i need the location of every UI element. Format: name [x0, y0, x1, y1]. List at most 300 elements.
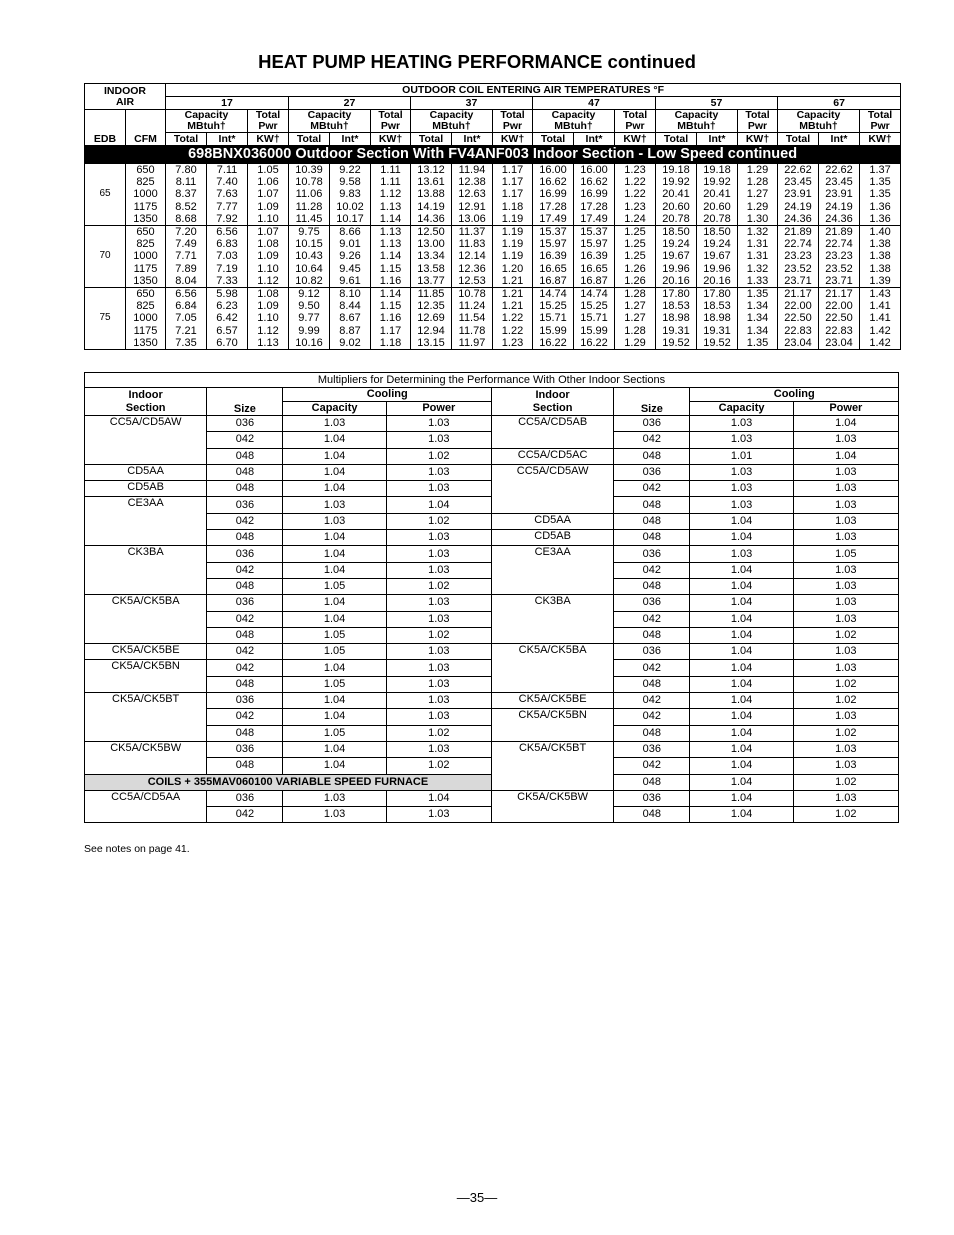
- indoor-section-cell: CD5AA: [85, 464, 207, 480]
- capacity-cell: 1.04: [690, 709, 793, 725]
- capacity-cell: 1.04: [283, 432, 386, 448]
- power-cell: 1.03: [793, 644, 898, 660]
- size-cell: 048: [207, 464, 283, 480]
- power-cell: 1.03: [793, 481, 898, 497]
- indoor-section-cell: CK5A/CK5BW: [85, 741, 207, 774]
- power-cell: 1.03: [793, 497, 898, 513]
- capacity-cell: 1.05: [283, 578, 386, 594]
- heating-performance-table: [84, 83, 901, 350]
- capacity-cell: 1.04: [690, 513, 793, 529]
- size-cell: 048: [614, 578, 690, 594]
- total-header: Total: [656, 133, 697, 146]
- performance-cell: 8.66 9.01 9.26 9.45 9.61: [330, 226, 371, 288]
- int-header: Int*: [330, 133, 371, 146]
- total-pwr-header: Total Pwr: [371, 110, 411, 133]
- capacity-cell: 1.05: [283, 676, 386, 692]
- indoor-section-cell: CE3AA: [491, 546, 613, 595]
- int-header: Int*: [819, 133, 860, 146]
- total-pwr-header: Total Pwr: [738, 110, 778, 133]
- performance-cell: 11.94 12.38 12.63 12.91 13.06: [452, 164, 493, 226]
- power-cell: 1.03: [793, 530, 898, 546]
- capacity-cell: 1.03: [283, 497, 386, 513]
- capacity-cell: 1.03: [283, 807, 386, 823]
- performance-cell: 8.10 8.44 8.67 8.87 9.02: [330, 288, 371, 350]
- capacity-header: Capacity: [283, 402, 386, 416]
- edb-cell: 65: [85, 164, 126, 226]
- power-cell: 1.03: [386, 432, 491, 448]
- indoor-section-cell: CK5A/CK5BW: [491, 790, 613, 823]
- multiplier-row: [85, 464, 899, 480]
- power-cell: 1.02: [793, 676, 898, 692]
- capacity-cell: 1.04: [690, 627, 793, 643]
- size-header: Size: [207, 388, 283, 416]
- power-cell: 1.03: [793, 758, 898, 774]
- capacity-cell: 1.04: [283, 741, 386, 757]
- size-cell: 036: [207, 595, 283, 611]
- multipliers-table: [84, 372, 899, 823]
- capacity-cell: 1.04: [283, 693, 386, 709]
- capacity-cell: 1.05: [283, 627, 386, 643]
- temp-header: 17: [166, 97, 289, 110]
- power-cell: 1.02: [793, 627, 898, 643]
- performance-cell: 1.08 1.09 1.10 1.12 1.13: [248, 288, 289, 350]
- kw-header: KW†: [860, 133, 901, 146]
- capacity-cell: 1.03: [283, 790, 386, 806]
- power-cell: 1.02: [386, 448, 491, 464]
- capacity-cell: 1.03: [283, 416, 386, 432]
- power-cell: 1.03: [386, 464, 491, 480]
- capacity-header: Capacity MBtuh†: [289, 110, 371, 133]
- performance-cell: 10.78 11.24 11.54 11.78 11.97: [452, 288, 493, 350]
- size-cell: 036: [614, 546, 690, 562]
- performance-cell: 21.89 22.74 23.23 23.52 23.71: [778, 226, 819, 288]
- capacity-header: Capacity MBtuh†: [411, 110, 493, 133]
- indoor-section-cell: CK3BA: [85, 546, 207, 595]
- size-cell: 048: [207, 448, 283, 464]
- multipliers-header-row: [85, 388, 899, 402]
- capacity-cell: 1.03: [690, 464, 793, 480]
- power-cell: 1.03: [793, 660, 898, 676]
- size-cell: 048: [614, 774, 690, 790]
- power-cell: 1.03: [386, 530, 491, 546]
- capacity-cell: 1.01: [690, 448, 793, 464]
- capacity-cell: 1.03: [283, 513, 386, 529]
- kw-header: KW†: [371, 133, 411, 146]
- power-cell: 1.03: [793, 741, 898, 757]
- size-cell: 036: [614, 644, 690, 660]
- capacity-cell: 1.04: [283, 448, 386, 464]
- power-cell: 1.02: [386, 758, 491, 774]
- power-cell: 1.02: [386, 578, 491, 594]
- total-header: Total: [411, 133, 452, 146]
- performance-cell: 1.19 1.19 1.19 1.20 1.21: [493, 226, 533, 288]
- power-cell: 1.02: [793, 693, 898, 709]
- indoor-section-cell: CK5A/CK5BT: [85, 693, 207, 742]
- temp-header: 57: [656, 97, 778, 110]
- section-title-band: 698BNX036000 Outdoor Section With FV4ANF003 Indoor Section - Low Speed continued: [85, 146, 901, 164]
- power-cell: 1.03: [793, 709, 898, 725]
- size-cell: 048: [207, 578, 283, 594]
- cooling-header: Cooling: [690, 388, 899, 402]
- power-cell: 1.03: [793, 513, 898, 529]
- power-cell: 1.03: [386, 741, 491, 757]
- total-pwr-header: Total Pwr: [615, 110, 656, 133]
- total-header: Total: [778, 133, 819, 146]
- performance-cell: 1.21 1.21 1.22 1.22 1.23: [493, 288, 533, 350]
- multiplier-row: [85, 644, 899, 660]
- capacity-header: Capacity MBtuh†: [166, 110, 248, 133]
- indoor-section-cell: CK5A/CK5BA: [491, 644, 613, 693]
- performance-cell: 22.62 23.45 23.91 24.19 24.36: [819, 164, 860, 226]
- performance-cell: 1.05 1.06 1.07 1.09 1.10: [248, 164, 289, 226]
- indoor-air-header: INDOOR AIR: [85, 84, 166, 110]
- performance-cell: 7.20 7.49 7.71 7.89 8.04: [166, 226, 207, 288]
- power-cell: 1.03: [386, 660, 491, 676]
- capacity-cell: 1.04: [283, 709, 386, 725]
- capacity-cell: 1.03: [690, 416, 793, 432]
- multiplier-row: [85, 448, 899, 464]
- performance-cell: 18.50 19.24 19.67 19.96 20.16: [656, 226, 697, 288]
- performance-cell: 14.74 15.25 15.71 15.99 16.22: [574, 288, 615, 350]
- total-header: Total: [166, 133, 207, 146]
- size-cell: 042: [207, 660, 283, 676]
- performance-cell: 21.17 22.00 22.50 22.83 23.04: [778, 288, 819, 350]
- size-cell: 036: [614, 741, 690, 757]
- size-cell: 042: [614, 709, 690, 725]
- size-cell: 048: [614, 725, 690, 741]
- performance-cell: 15.37 15.97 16.39 16.65 16.87: [533, 226, 574, 288]
- cooling-header: Cooling: [283, 388, 492, 402]
- size-cell: 036: [207, 790, 283, 806]
- power-cell: 1.03: [793, 562, 898, 578]
- capacity-cell: 1.04: [690, 611, 793, 627]
- size-cell: 042: [207, 611, 283, 627]
- performance-cell: 1.29 1.28 1.27 1.29 1.30: [738, 164, 778, 226]
- indoor-section-cell: CK5A/CK5BN: [85, 660, 207, 693]
- size-cell: 042: [614, 693, 690, 709]
- performance-cell: 12.50 13.00 13.34 13.58 13.77: [411, 226, 452, 288]
- size-cell: 048: [614, 627, 690, 643]
- capacity-cell: 1.04: [690, 741, 793, 757]
- size-cell: 042: [614, 758, 690, 774]
- indoor-section-header: Indoor Section: [491, 388, 613, 416]
- capacity-cell: 1.03: [690, 481, 793, 497]
- cfm-header: CFM: [126, 110, 166, 146]
- indoor-section-cell: CC5A/CD5AC: [491, 448, 613, 464]
- size-cell: 048: [207, 627, 283, 643]
- page-number: —35—: [456, 1190, 498, 1205]
- performance-cell: 6.56 6.83 7.03 7.19 7.33: [207, 226, 248, 288]
- capacity-cell: 1.04: [283, 611, 386, 627]
- power-cell: 1.05: [793, 546, 898, 562]
- total-pwr-header: Total Pwr: [860, 110, 901, 133]
- performance-cell: 1.40 1.38 1.38 1.38 1.39: [860, 226, 901, 288]
- size-cell: 042: [614, 432, 690, 448]
- power-cell: 1.03: [386, 807, 491, 823]
- total-header: Total: [289, 133, 330, 146]
- power-cell: 1.03: [793, 578, 898, 594]
- indoor-section-cell: CC5A/CD5AW: [85, 416, 207, 465]
- cfm-cell: 650 825 1000 1175 1350: [126, 164, 166, 226]
- capacity-cell: 1.04: [283, 595, 386, 611]
- power-cell: 1.03: [386, 481, 491, 497]
- size-cell: 042: [614, 481, 690, 497]
- capacity-cell: 1.04: [690, 774, 793, 790]
- performance-cell: 9.12 9.50 9.77 9.99 10.16: [289, 288, 330, 350]
- size-cell: 048: [207, 530, 283, 546]
- temp-header: 37: [411, 97, 533, 110]
- size-cell: 036: [207, 546, 283, 562]
- capacity-cell: 1.05: [283, 644, 386, 660]
- indoor-section-cell: CD5AA: [491, 513, 613, 529]
- indoor-section-cell: CC5A/CD5AW: [491, 464, 613, 513]
- power-cell: 1.02: [386, 513, 491, 529]
- performance-cell: 10.39 10.78 11.06 11.28 11.45: [289, 164, 330, 226]
- size-cell: 048: [614, 676, 690, 692]
- capacity-cell: 1.04: [283, 562, 386, 578]
- power-cell: 1.04: [793, 448, 898, 464]
- multiplier-row: [85, 416, 899, 432]
- power-cell: 1.04: [793, 416, 898, 432]
- capacity-cell: 1.04: [283, 530, 386, 546]
- power-header: Power: [793, 402, 898, 416]
- performance-cell: 9.22 9.58 9.83 10.02 10.17: [330, 164, 371, 226]
- temp-header: 27: [289, 97, 411, 110]
- performance-cell: 1.13 1.13 1.14 1.15 1.16: [371, 226, 411, 288]
- capacity-header: Capacity MBtuh†: [778, 110, 860, 133]
- size-cell: 048: [614, 448, 690, 464]
- performance-cell: 22.62 23.45 23.91 24.19 24.36: [778, 164, 819, 226]
- performance-cell: 15.37 15.97 16.39 16.65 16.87: [574, 226, 615, 288]
- indoor-section-cell: CD5AB: [491, 530, 613, 546]
- int-header: Int*: [207, 133, 248, 146]
- power-cell: 1.03: [386, 693, 491, 709]
- performance-cell: 21.17 22.00 22.50 22.83 23.04: [819, 288, 860, 350]
- performance-cell: 1.07 1.08 1.09 1.10 1.12: [248, 226, 289, 288]
- multipliers-title: Multipliers for Determining the Performance With Other Indoor Sections: [85, 373, 899, 388]
- performance-cell: 18.50 19.24 19.67 19.96 20.16: [697, 226, 738, 288]
- capacity-cell: 1.04: [690, 807, 793, 823]
- multiplier-row: [85, 530, 899, 546]
- performance-cell: 7.11 7.40 7.63 7.77 7.92: [207, 164, 248, 226]
- performance-cell: 1.17 1.17 1.17 1.18 1.19: [493, 164, 533, 226]
- indoor-section-cell: CK3BA: [491, 595, 613, 644]
- edb-header: EDB: [85, 110, 126, 146]
- size-cell: 042: [207, 432, 283, 448]
- size-cell: 036: [207, 693, 283, 709]
- furnace-label: COILS + 355MAV060100 VARIABLE SPEED FURNACE: [85, 774, 492, 790]
- indoor-section-cell: CK5A/CK5BN: [491, 709, 613, 742]
- multiplier-row: [85, 693, 899, 709]
- capacity-cell: 1.04: [283, 758, 386, 774]
- capacity-cell: 1.03: [690, 546, 793, 562]
- capacity-cell: 1.04: [690, 676, 793, 692]
- capacity-cell: 1.03: [690, 497, 793, 513]
- total-pwr-header: Total Pwr: [493, 110, 533, 133]
- int-header: Int*: [452, 133, 493, 146]
- int-header: Int*: [697, 133, 738, 146]
- capacity-cell: 1.05: [283, 725, 386, 741]
- power-cell: 1.04: [386, 790, 491, 806]
- multiplier-row: [85, 741, 899, 757]
- indoor-section-cell: CK5A/CK5BA: [85, 595, 207, 644]
- performance-cell: 1.25 1.25 1.25 1.26 1.26: [615, 226, 656, 288]
- power-cell: 1.03: [386, 546, 491, 562]
- performance-cell: 19.18 19.92 20.41 20.60 20.78: [656, 164, 697, 226]
- size-cell: 048: [614, 513, 690, 529]
- power-cell: 1.03: [386, 416, 491, 432]
- power-cell: 1.03: [793, 595, 898, 611]
- power-cell: 1.03: [793, 432, 898, 448]
- indoor-section-cell: CC5A/CD5AA: [85, 790, 207, 823]
- power-cell: 1.03: [386, 676, 491, 692]
- power-cell: 1.03: [386, 709, 491, 725]
- performance-cell: 1.23 1.22 1.22 1.23 1.24: [615, 164, 656, 226]
- size-header: Size: [614, 388, 690, 416]
- capacity-cell: 1.04: [690, 578, 793, 594]
- size-cell: 042: [207, 807, 283, 823]
- performance-cell: 5.98 6.23 6.42 6.57 6.70: [207, 288, 248, 350]
- power-cell: 1.03: [793, 611, 898, 627]
- performance-cell: 6.56 6.84 7.05 7.21 7.35: [166, 288, 207, 350]
- temp-header: 67: [778, 97, 901, 110]
- performance-cell: 11.37 11.83 12.14 12.36 12.53: [452, 226, 493, 288]
- size-cell: 036: [614, 464, 690, 480]
- size-cell: 042: [614, 660, 690, 676]
- multiplier-row: [85, 546, 899, 562]
- capacity-cell: 1.04: [283, 660, 386, 676]
- capacity-cell: 1.04: [690, 562, 793, 578]
- power-header: Power: [386, 402, 491, 416]
- cfm-cell: 650 825 1000 1175 1350: [126, 288, 166, 350]
- performance-cell: 17.80 18.53 18.98 19.31 19.52: [656, 288, 697, 350]
- performance-row: [85, 226, 901, 288]
- capacity-cell: 1.04: [690, 530, 793, 546]
- kw-header: KW†: [738, 133, 778, 146]
- size-cell: 036: [614, 416, 690, 432]
- capacity-cell: 1.04: [283, 481, 386, 497]
- size-cell: 048: [207, 481, 283, 497]
- performance-cell: 1.32 1.31 1.31 1.32 1.33: [738, 226, 778, 288]
- capacity-cell: 1.03: [690, 432, 793, 448]
- indoor-section-cell: CK5A/CK5BE: [85, 644, 207, 660]
- indoor-section-cell: CE3AA: [85, 497, 207, 546]
- power-cell: 1.03: [386, 562, 491, 578]
- indoor-section-cell: CD5AB: [85, 481, 207, 497]
- total-pwr-header: Total Pwr: [248, 110, 289, 133]
- cfm-cell: 650 825 1000 1175 1350: [126, 226, 166, 288]
- capacity-cell: 1.04: [690, 644, 793, 660]
- performance-cell: 7.80 8.11 8.37 8.52 8.68: [166, 164, 207, 226]
- size-cell: 048: [614, 530, 690, 546]
- capacity-header: Capacity MBtuh†: [656, 110, 738, 133]
- performance-row: [85, 164, 901, 226]
- capacity-header: Capacity MBtuh†: [533, 110, 615, 133]
- performance-cell: 1.43 1.41 1.41 1.42 1.42: [860, 288, 901, 350]
- performance-cell: 1.35 1.34 1.34 1.34 1.35: [738, 288, 778, 350]
- performance-cell: 1.14 1.15 1.16 1.17 1.18: [371, 288, 411, 350]
- size-cell: 048: [614, 807, 690, 823]
- kw-header: KW†: [248, 133, 289, 146]
- size-cell: 048: [207, 676, 283, 692]
- kw-header: KW†: [493, 133, 533, 146]
- indoor-section-header: Indoor Section: [85, 388, 207, 416]
- kw-header: KW†: [615, 133, 656, 146]
- performance-cell: 1.37 1.35 1.35 1.36 1.36: [860, 164, 901, 226]
- performance-cell: 21.89 22.74 23.23 23.52 23.71: [819, 226, 860, 288]
- power-cell: 1.03: [793, 464, 898, 480]
- size-cell: 036: [207, 497, 283, 513]
- capacity-cell: 1.04: [690, 693, 793, 709]
- size-cell: 042: [207, 644, 283, 660]
- int-header: Int*: [574, 133, 615, 146]
- capacity-cell: 1.04: [690, 660, 793, 676]
- size-cell: 042: [614, 611, 690, 627]
- performance-cell: 19.18 19.92 20.41 20.60 20.78: [697, 164, 738, 226]
- performance-row: [85, 288, 901, 350]
- power-cell: 1.03: [386, 595, 491, 611]
- capacity-cell: 1.04: [690, 725, 793, 741]
- performance-cell: 16.00 16.62 16.99 17.28 17.49: [533, 164, 574, 226]
- size-cell: 036: [614, 790, 690, 806]
- capacity-cell: 1.04: [283, 546, 386, 562]
- multiplier-row: [85, 709, 899, 725]
- power-cell: 1.02: [793, 725, 898, 741]
- capacity-cell: 1.04: [690, 758, 793, 774]
- power-cell: 1.03: [793, 790, 898, 806]
- page-title: HEAT PUMP HEATING PERFORMANCE continued: [258, 51, 696, 72]
- size-cell: 042: [614, 562, 690, 578]
- power-cell: 1.02: [386, 725, 491, 741]
- capacity-cell: 1.04: [690, 790, 793, 806]
- performance-cell: 1.28 1.27 1.27 1.28 1.29: [615, 288, 656, 350]
- outdoor-temp-header: OUTDOOR COIL ENTERING AIR TEMPERATURES °F: [166, 84, 901, 97]
- total-header: Total: [533, 133, 574, 146]
- multiplier-row: [85, 513, 899, 529]
- power-cell: 1.02: [386, 627, 491, 643]
- performance-cell: 1.11 1.11 1.12 1.13 1.14: [371, 164, 411, 226]
- size-cell: 048: [614, 497, 690, 513]
- size-cell: 042: [207, 709, 283, 725]
- power-cell: 1.03: [386, 611, 491, 627]
- size-cell: 048: [207, 758, 283, 774]
- performance-cell: 14.74 15.25 15.71 15.99 16.22: [533, 288, 574, 350]
- see-notes: See notes on page 41.: [84, 843, 190, 855]
- indoor-section-cell: CK5A/CK5BT: [491, 741, 613, 790]
- size-cell: 042: [207, 562, 283, 578]
- capacity-cell: 1.04: [283, 464, 386, 480]
- performance-cell: 16.00 16.62 16.99 17.28 17.49: [574, 164, 615, 226]
- power-cell: 1.02: [793, 807, 898, 823]
- multiplier-row: [85, 790, 899, 806]
- power-cell: 1.04: [386, 497, 491, 513]
- indoor-section-cell: CC5A/CD5AB: [491, 416, 613, 449]
- power-cell: 1.02: [793, 774, 898, 790]
- size-cell: 042: [207, 513, 283, 529]
- size-cell: 048: [207, 725, 283, 741]
- indoor-section-cell: CK5A/CK5BE: [491, 693, 613, 709]
- edb-cell: 75: [85, 288, 126, 350]
- performance-cell: 9.75 10.15 10.43 10.64 10.82: [289, 226, 330, 288]
- size-cell: 036: [207, 741, 283, 757]
- performance-cell: 11.85 12.35 12.69 12.94 13.15: [411, 288, 452, 350]
- capacity-cell: 1.04: [690, 595, 793, 611]
- multiplier-row: [85, 595, 899, 611]
- temp-header: 47: [533, 97, 656, 110]
- size-cell: 036: [614, 595, 690, 611]
- capacity-header: Capacity: [690, 402, 793, 416]
- power-cell: 1.03: [386, 644, 491, 660]
